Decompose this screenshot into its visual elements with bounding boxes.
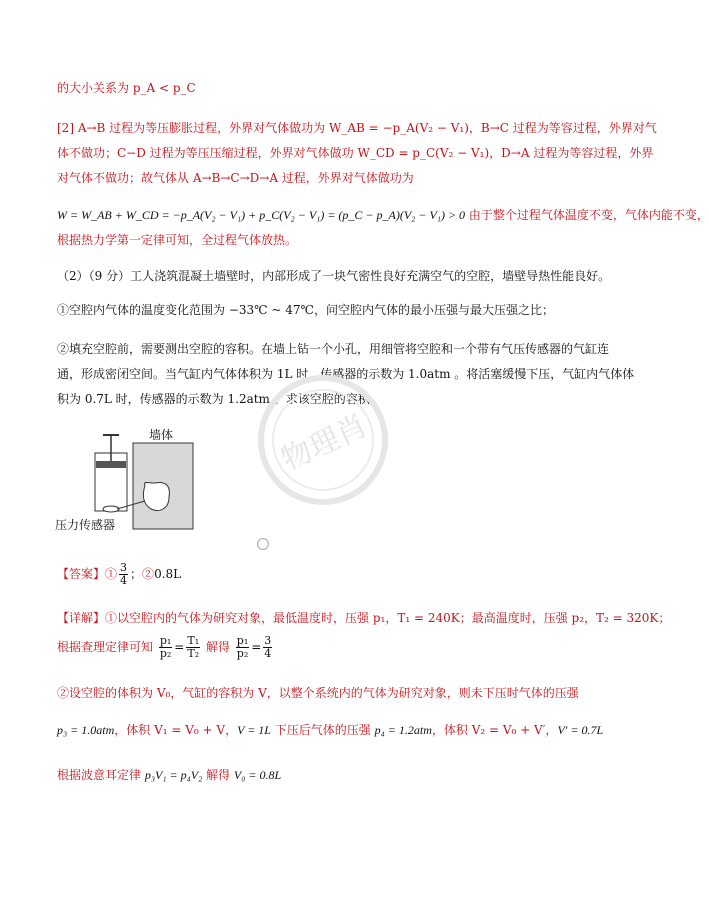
piston [96,461,126,468]
cylinder-wall-diagram [55,425,205,535]
detail-line: p₃ = 1.0atm，体积 V₁ = V₀ + V，V = 1L 下压后气体的压强 p₄ = 1.2atm，体积 V₂ = V₀ + V′，V′ = 0.7L [57,723,604,737]
answer-part1-marker: ① [105,567,118,581]
circle-mark-icon [257,538,269,550]
wall-label: 墙体 [149,428,174,442]
text-line: [2] A→B 过程为等压膨胀过程，外界对气体做功为 W_AB = −p_A(V₂ − V₁)，B→C 过程为等容过程，外界对气 [57,121,657,135]
text-line: 的大小关系为 p_A < p_C [57,81,196,95]
charles-law-line: 根据查理定律可知 $\frac{\text{p₁}}{\text{p₂}}$ = $\frac{\text{T₁}}{\text{T₂}}$ 解得 $\frac{\text{p₁}}{\text{p₂}}$ = $\frac{3}{4}$ [57,634,272,660]
watermark-stamp [248,365,398,515]
answer-fraction: $\frac{3}{4}$ [120,561,128,587]
detail-tag: 【详解】 [57,611,106,625]
detail-line: 根据波意耳定律 p₃V₁ = p₄V₂ 解得 V₀ = 0.8L [57,768,282,782]
question-part2: 积为 0.7L 时，传感器的示数为 1.2atm 。求该空腔的容积。 [57,392,382,406]
cavity [143,483,169,511]
watermark-text: 物理肖 [276,408,373,479]
answer-line: 【答案】① $\frac{3}{4}$ ；②0.8L [57,561,182,587]
pressure-sensor [103,506,119,512]
equation-line [57,207,709,223]
fraction-t1-t2: $\frac{\text{T₁}}{\text{T₂}}$ [187,634,200,660]
text-line: 对气体不做功；故气体从 A→B→C→D→A 过程，外界对气体做功为 [57,171,414,185]
detail-line: ②设空腔的体积为 V₀，气缸的容积为 V，以整个系统内的气体为研究对象，则未下压时气体的压强 [57,686,579,700]
answer-part2-marker: ② [142,567,155,581]
text-line: 体不做功；C−D 过程为等压压缩过程，外界对气体做功 W_CD = p_C(V₂ − V₁)，D→A 过程为等容过程，外界 [57,146,654,160]
fraction-p1-p2: $\frac{\text{p₁}}{\text{p₂}}$ [159,634,172,660]
question-part2: 通，形成密闭空间。当气缸内气体体积为 1L 时，传感器的示数为 1.0atm 。将活塞缓慢下压，气缸内气体体 [57,367,635,381]
sensor-label: 压力传感器 [55,518,116,532]
question-part2: ②填充空腔前，需要测出空腔的容积。在墙上钻一个小孔，用细管将空腔和一个带有气压传感器的气缸连 [57,342,610,356]
detail-line: 【详解】①以空腔内的气体为研究对象，最低温度时，压强 p₁，T₁ = 240K；最高温度时，压强 p₂，T₂ = 320K； [57,611,671,625]
text-line: 根据热力学第一定律可知，全过程气体放热。 [57,233,298,247]
answer-value: 0.8L [154,567,182,581]
work-equation: W = W_AB + W_CD = −p_A(V₂ − V₁) + p_C(V₂ − V₁) = (p_C − p_A)(V₂ − V₁) > 0 [57,208,466,222]
fraction-three-quarters: $\frac{3}{4}$ [264,634,272,660]
answer-tag: 【答案】 [57,567,106,581]
fraction-result: $\frac{\text{p₁}}{\text{p₂}}$ [236,634,249,660]
question-part1: ①空腔内气体的温度变化范围为 −33℃ ~ 47℃，问空腔内气体的最小压强与最大压强之比； [57,303,554,317]
question-intro: （2）（9 分）工人浇筑混凝土墙壁时，内部形成了一块气密性良好充满空气的空腔，墙壁导热性能良好。 [57,269,611,283]
conclusion-text: 由于整个过程气体温度不变，气体内能不变， [465,208,709,222]
